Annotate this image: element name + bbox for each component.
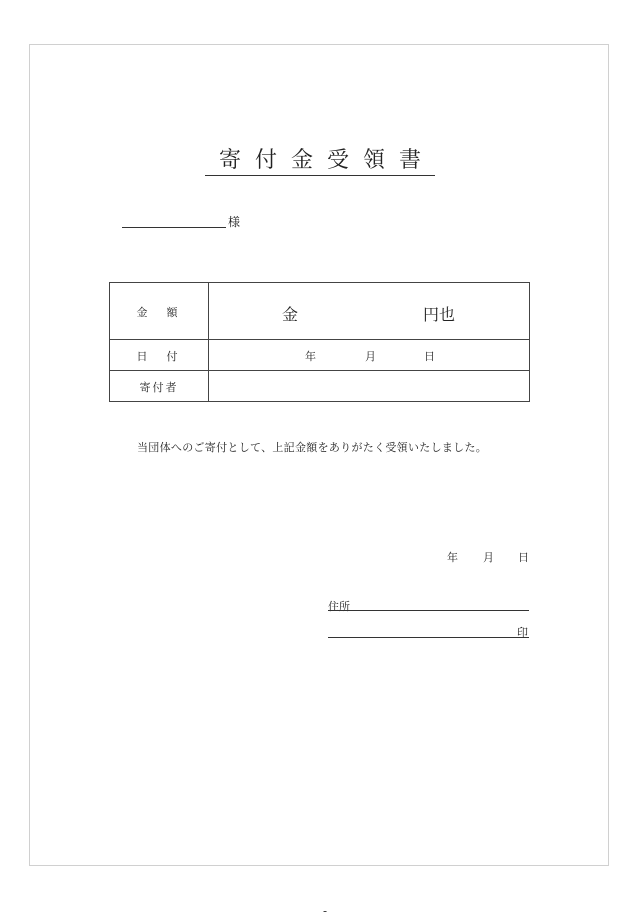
table-column-divider	[208, 283, 209, 401]
amount-label: 金 額	[136, 306, 182, 319]
recipient-name-line	[122, 227, 226, 228]
issue-day-label: 日	[518, 551, 529, 564]
table-row-divider	[110, 339, 529, 340]
issue-month-label: 月	[483, 551, 494, 564]
recipient-honorific: 様	[228, 215, 241, 229]
issue-year-label: 年	[447, 551, 458, 564]
date-year-label: 年	[305, 350, 316, 363]
seal-label: 印	[517, 626, 528, 639]
receipt-table	[109, 282, 530, 402]
amount-prefix: 金	[282, 305, 299, 324]
date-day-label: 日	[424, 350, 435, 363]
issuer-name-line	[328, 637, 529, 638]
table-row-divider	[110, 370, 529, 371]
donor-label: 寄付者	[139, 381, 179, 394]
acknowledgement-text: 当団体へのご寄付として、上記金額をありがたく受領いたしました。	[137, 441, 488, 454]
page-number: -	[323, 904, 328, 918]
date-label: 日 付	[136, 350, 182, 363]
address-label: 住所	[328, 600, 350, 613]
address-line	[328, 610, 529, 611]
date-month-label: 月	[365, 350, 376, 363]
document-title: 寄付金受領書	[0, 143, 640, 174]
amount-suffix: 円也	[423, 305, 456, 324]
